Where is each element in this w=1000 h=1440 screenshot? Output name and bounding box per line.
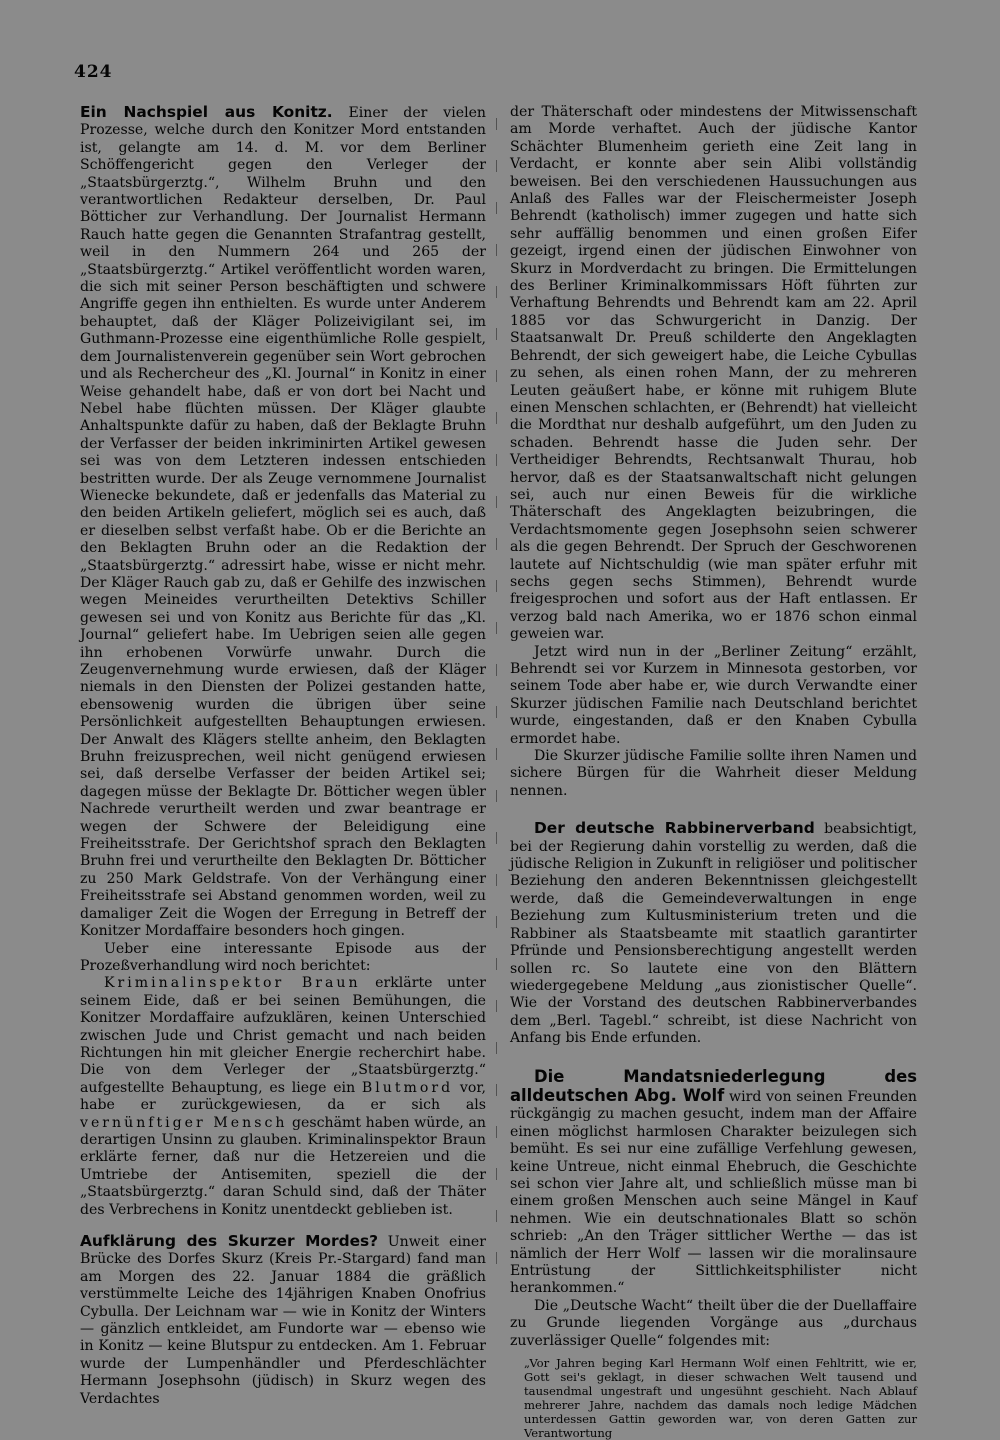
article-paragraph <box>80 975 486 1219</box>
spaced-term: Blutmord <box>361 1079 454 1096</box>
article-rabbinerverband <box>510 820 917 1047</box>
spaced-name: Kriminalinspektor Braun <box>104 975 361 992</box>
article-paragraph <box>510 820 917 1047</box>
left-column <box>80 104 486 1408</box>
article-text: Einer der vielen Prozesse, welche durch den Konitzer Mord entstanden ist, gelangte am 14. d. M. vor dem Berliner Schöffengericht gegen den Verleger der „Staatsbürgerztg.“, Wilhelm Bruhn und den verantwortlichen Redakteur derselben, Dr. Paul Bötticher zur Verhandlung. Der Journalist Hermann Rauch hatte gegen die Genannten Strafantrag gestellt, weil in den Nummern 264 und 265 der „Staatsbürgerztg.“ Artikel veröffentlicht worden waren, die sich mit seiner Person beschäftigten und schwere Angriffe gegen ihn enthielten. Es wurde unter Anderem behauptet, daß der Kläger Polizeivigilant sei, im Guthmann-Prozesse eine eigenthümliche Rolle gespielt, dem Journalistenverein gegenüber sein Wort gebrochen und als Rechercheur des „Kl. Journal“ in Konitz in einer Weise gehandelt habe, daß er von dort bei Nacht und Nebel habe flüchten müssen. Der Kläger glaubte Anhaltspunkte dafür zu haben, daß der Beklagte Bruhn der Verfasser der beiden inkriminirten Artikel gewesen sei was von dem Letzteren indessen entschieden bestritten wurde. Der als Zeuge vernommene Journalist Wienecke bekundete, daß er jedenfalls das Material zu den beiden Artikeln geliefert, möglich sei es auch, daß er dieselben selbst verfaßt habe. Ob er die Berichte an den Beklagten Bruhn oder an die Redaktion der „Staatsbürgerztg.“ adressirt habe, wisse er nicht mehr. Der Kläger Rauch gab zu, daß er Gehilfe des inzwischen wegen Meineides verurtheilten Detektivs Schiller gewesen sei und von Konitz aus Berichte für das „Kl. Journal“ geliefert habe. Im Uebrigen seien alle gegen ihn erhobenen Vorwürfe unwahr. Durch die Zeugenvernehmung wurde erwiesen, daß der Kläger niemals in den Diensten der Polizei gestanden hatte, ebensowenig wurden die übrigen über seine Persönlichkeit aufgestellten Behauptungen erwiesen. Der Anwalt des Klägers stellte anheim, den Beklagten Bruhn freizusprechen, weil nicht genügend erwiesen sei, daß derselbe Verfasser der beiden Artikel sei; dagegen müsse der Beklagte Dr. Bötticher wegen übler Nachrede verurtheilt werden und zwar beantrage er wegen der Schwere der Beleidigung eine Freiheitsstrafe. Der Gerichtshof sprach den Beklagten Bruhn frei und verurtheilte den Beklagten Dr. Bötticher zu 250 Mark Geldstrafe. Von der Verhängung einer Freiheitsstrafe sei Abstand genommen worden, weil zu damaliger Zeit die Wogen der Erregung in Betreff der Konitzer Mordaffaire besonders hoch gingen. <box>80 105 486 940</box>
article-headline: Die Mandatsniederlegung des alldeutschen Abg. Wolf <box>510 1066 917 1105</box>
article-headline: Ein Nachspiel aus Konitz. <box>80 103 333 121</box>
article-text: wird von seinen Freunden rückgängig zu machen gesucht, indem man der Affaire einen möglichst harmlosen Charakter beizulegen sich bemüht. Es sei nur eine zufällige Verfehlung gewesen, keine Untreue, nicht einmal Ehebruch, die Geschichte sei schon vier Jahre alt, und schließlich müsse man bi einem großen Menschen auch seine Mängel in Kauf nehmen. Wie ein deutschnationales Blatt so schön schrieb: „An den Träger sittlicher Werthe — das ist nämlich der Herr Wolf — lassen wir die moralinsaure Entrüstung der Sittlichkeitsphilister nicht herankommen.“ <box>510 1088 917 1297</box>
article-text: vor, habe er zurückgewiesen, da er sich als <box>80 1079 486 1114</box>
right-column <box>510 104 917 1440</box>
article-skurzer-mord <box>80 1233 486 1408</box>
article-paragraph: Ueber eine interessante Episode aus der Prozeßverhandlung wird noch berichtet: <box>80 940 486 974</box>
article-skurzer-mord-continued <box>510 104 917 800</box>
article-headline: Aufklärung des Skurzer Mordes? <box>80 1232 379 1250</box>
article-paragraph <box>80 1233 486 1408</box>
article-text: geschämt haben würde, an derartigen Unsinn zu glauben. Kriminalinspektor Braun erklärte ferner, daß nur die Hetzereien und die Umtriebe der Antisemiten, speziell die der „Staatsbürgerztg.“ daran Schuld sind, daß der Thäter des Verbrechens in Konitz unentdeckt geblieben ist. <box>80 1114 486 1218</box>
page-number: 424 <box>74 62 113 82</box>
article-headline: Der deutsche Rabbinerverband <box>534 819 815 838</box>
block-quote: „Vor Jahren beging Karl Hermann Wolf einen Fehltritt, wie er, Gott sei's geklagt, in dieser schwachen Welt tausend und tausendmal ungestraft und ungesühnt geschieht. Nach Ablauf mehrerer Jahre, nachdem das damals noch ledige Mädchen unterdessen Gattin geworden war, von deren Gatten zur Verantwortung <box>524 1356 917 1440</box>
article-paragraph <box>80 104 486 941</box>
article-nachspiel-konitz <box>80 104 486 1219</box>
article-mandatsniederlegung <box>510 1068 917 1440</box>
article-paragraph: Die Skurzer jüdische Familie sollte ihren Namen und sichere Bürgen für die Wahrheit dieser Meldung nennen. <box>510 748 917 799</box>
article-text: erklärte unter seinem Eide, daß er bei seinen Bemühungen, die Konitzer Mordaffaire aufzuklären, keinen Unterschied zwischen Jude und Christ gemacht und nach beiden Richtungen hin mit gleicher Energie recherchirt habe. Die von dem Verleger der „Staatsbürgerztg.“ aufgestellte Behauptung, es liege ein <box>80 975 486 1096</box>
spaced-term: vernünftiger Mensch <box>80 1114 288 1131</box>
article-text: Unweit einer Brücke des Dorfes Skurz (Kreis Pr.-Stargard) fand man am Morgen des 22. Januar 1884 die gräßlich verstümmelte Leiche des 14jährigen Knaben Onofrius Cybulla. Der Leichnam war — wie in Konitz der Winters — gänzlich entkleidet, am Fundorte war — ebenso wie in Konitz — keine Blutspur zu entdecken. Am 1. Februar wurde der Lumpenhändler und Pferdeschlächter Hermann Josephsohn (jüdisch) in Skurz wegen des Verdachtes <box>80 1234 486 1407</box>
article-paragraph: Die „Deutsche Wacht“ theilt über die der Duellaffaire zu Grunde liegenden Vorgänge aus „durchaus zuverlässiger Quelle“ folgendes mit: <box>510 1297 917 1349</box>
article-paragraph: Jetzt wird nun in der „Berliner Zeitung“ erzählt, Behrendt sei vor Kurzem in Minnesota gestorben, vor seinem Tode aber habe er, wie durch Verwandte einer Skurzer jüdischen Familie nach Deutschland berichtet wurde, eingestanden, daß er den Knaben Cybulla ermordet habe. <box>510 643 917 747</box>
article-text: beabsichtigt, bei der Regierung dahin vorstellig zu werden, daß die jüdische Religion in Zukunft in religiöser und politischer Beziehung den anderen Bekenntnissen gleichgestellt werde, daß die Gemeindeverwaltungen in enge Beziehung zum Kultusministerium treten und die Rabbiner als Staatsbeamte mit staatlich garantirter Pfründe und Pensionsberechtigung angestellt werden sollen rc. So lautete eine von den Blättern wiedergegebene Meldung „aus zionistischer Quelle“. Wie der Vorstand des deutschen Rabbinerverbandes dem „Berl. Tagebl.“ schreibt, ist diese Nachricht von Anfang bis Ende erfunden. <box>510 821 917 1047</box>
article-paragraph: der Thäterschaft oder mindestens der Mitwissenschaft am Morde verhaftet. Auch der jüdische Kantor Schächter Blumenheim gerieth eine Zeit lang in Verdacht, er konnte aber sein Alibi vollständig beweisen. Bei den verschiedenen Haussuchungen aus Anlaß des Falles war der Fleischermeister Joseph Behrendt (katholisch) immer zugegen und hatte sich sehr auffällig benommen und einen großen Eifer gezeigt, irgend einen der jüdischen Einwohner von Skurz in Mordverdacht zu bringen. Die Ermittelungen des Berliner Kriminalkommissars Höft führten zur Verhaftung Behrendts und Behrendt kam am 22. April 1885 vor das Schwurgericht in Danzig. Der Staatsanwalt Dr. Preuß schilderte den Angeklagten Behrendt, der sich geweigert habe, die Leiche Cybullas zu sehen, als einen rohen Mann, der zu mehreren Leuten geäußert habe, er könne mit ruhigem Blute einen Menschen schlachten, er (Behrendt) hat vielleicht die Mordthat nur deshalb aufgeführt, um den Juden zu schaden. Behrendt hasse die Juden sehr. Der Vertheidiger Behrendts, Rechtsanwalt Thurau, hob hervor, daß es der Staatsanwaltschaft nicht gelungen sei, auch nur einen Beweis für die wirkliche Thäterschaft des Angeklagten beizubringen, die Verdachtsmomente gegen Josephsohn seien schwerer als die gegen Behrendt. Der Spruch der Geschworenen lautete auf Nichtschuldig (wie man später erfuhr mit sechs gegen sechs Stimmen), Behrendt wurde freigesprochen und sofort aus der Haft entlassen. Er verzog bald nach Amerika, wo er 1876 schon einmal geweien war. <box>510 104 917 643</box>
article-paragraph <box>510 1068 917 1298</box>
column-divider <box>496 118 497 1283</box>
